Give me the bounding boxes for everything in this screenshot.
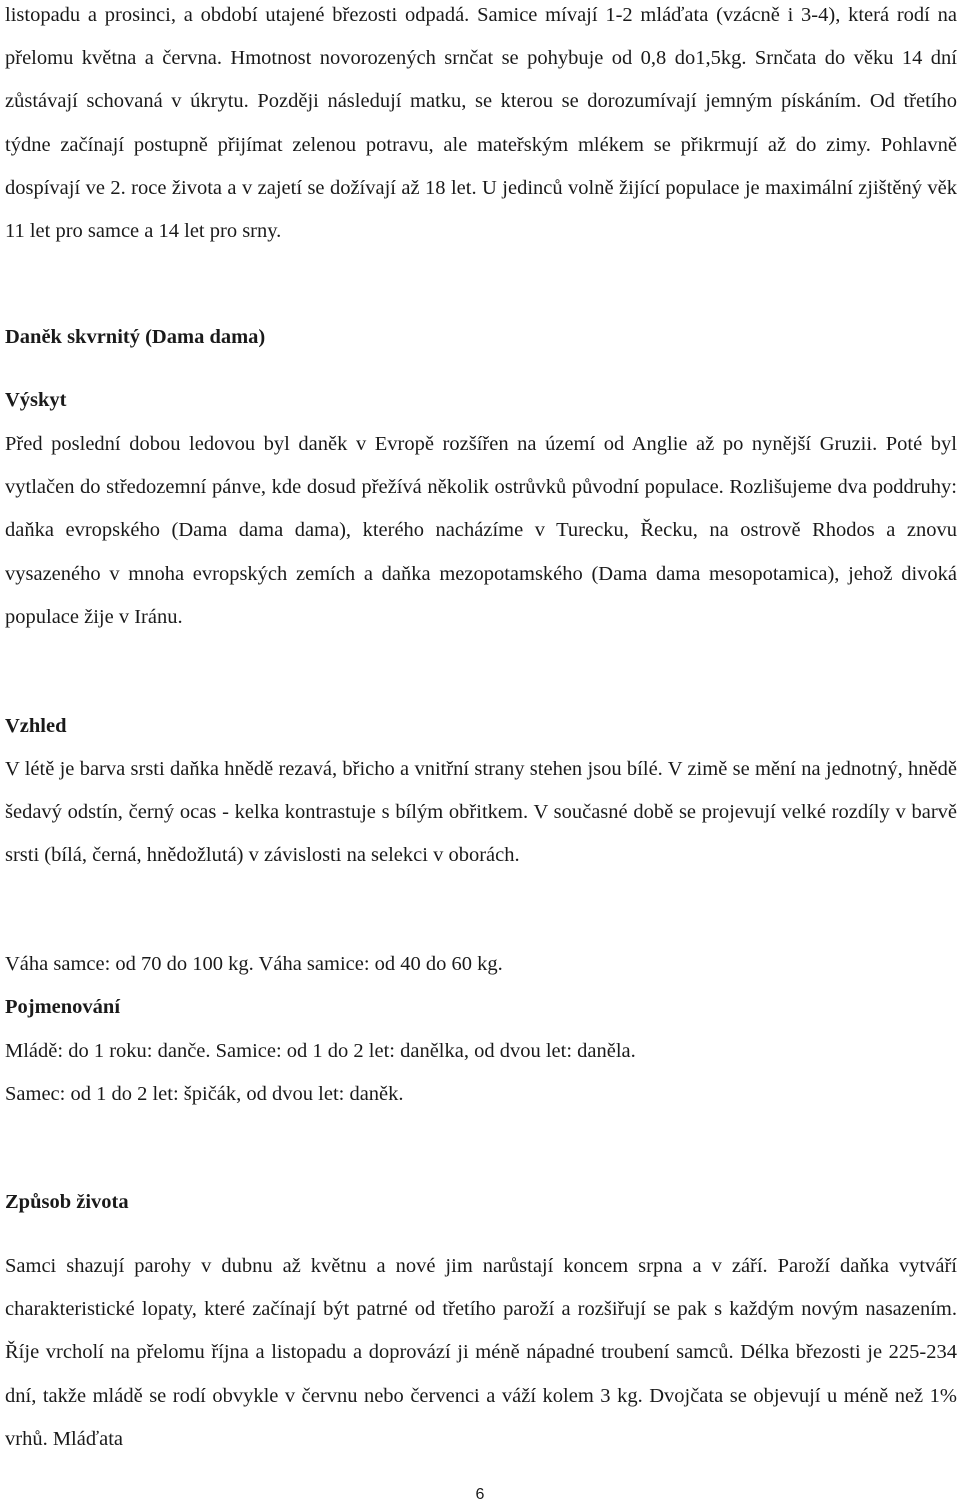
subheading-vzhled: Vzhled xyxy=(5,715,67,737)
section-heading-danek: Daněk skvrnitý (Dama dama) xyxy=(5,326,266,348)
paragraph-zpusob-zivota: Samci shazují parohy v dubnu až květnu a nové jim narůstají koncem srpna a v září. Paroží daňka vytváří charakteristické lopaty, které začínají být patrné od třetího paroží a rozšiřují se pak s každým novým nasazením. Říje vrcholí na přelomu října a listopadu a doprovází ji méně nápadné troubení samců. Délka březosti je 225-234 dní, takže mládě se rodí obvykle v červnu nebo červenci a váží kolem 3 kg. Dvojčata se objevují u méně než 1% vrhů. Mláďata xyxy=(5,1255,957,1450)
page-number: 6 xyxy=(475,1486,485,1503)
subheading-zpusob-zivota: Způsob života xyxy=(5,1191,129,1213)
paragraph-naming-young-female: Mládě: do 1 roku: danče. Samice: od 1 do 2 let: danělka, od dvou let: daněla. xyxy=(5,1040,636,1062)
subheading-pojmenovani: Pojmenování xyxy=(5,996,121,1018)
paragraph-reproduction: listopadu a prosinci, a období utajené březosti odpadá. Samice mívají 1-2 mláďata (vzácně i 3-4), která rodí na přelomu května a června. Hmotnost novorozených srnčat se pohybuje od 0,8 do1,5kg. Srnčata do věku 14 dní zůstávají schovaná v úkrytu. Později následují matku, se kterou se dorozumívají jemným pískáním. Od třetího týdne začínají postupně přijímat zelenou potravu, ale mateřským mlékem se přikrmují až do zimy. Pohlavně dospívají ve 2. roce života a v zajetí se dožívají až 18 let. U jedinců volně žijící populace je maximální zjištěný věk 11 let pro samce a 14 let pro srny. xyxy=(5,4,957,243)
paragraph-weight: Váha samce: od 70 do 100 kg. Váha samice: od 40 do 60 kg. xyxy=(5,953,503,975)
subheading-vyskyt: Výskyt xyxy=(5,389,67,411)
paragraph-vzhled: V létě je barva srsti daňka hnědě rezavá, břicho a vnitřní strany stehen jsou bílé. V zimě se mění na jednotný, hnědě šedavý odstín, černý ocas - kelka kontrastuje s bílým obřitkem. V současné době se projevují velké rozdíly v barvě srsti (bílá, černá, hnědožlutá) v závislosti na selekci v oborách. xyxy=(5,758,957,867)
paragraph-naming-male: Samec: od 1 do 2 let: špičák, od dvou let: daněk. xyxy=(5,1083,404,1105)
paragraph-vyskyt: Před poslední dobou ledovou byl daněk v Evropě rozšířen na území od Anglie až po nynější Gruzii. Poté byl vytlačen do středozemní pánve, kde dosud přežívá několik ostrůvků původní populace. Rozlišujeme dva poddruhy: daňka evropského (Dama dama dama), kterého nacházíme v Turecku, Řecku, na ostrově Rhodos a znovu vysazeného v mnoha evropských zemích a daňka mezopotamského (Dama dama mesopotamica), jehož divoká populace žije v Iránu. xyxy=(5,433,957,628)
